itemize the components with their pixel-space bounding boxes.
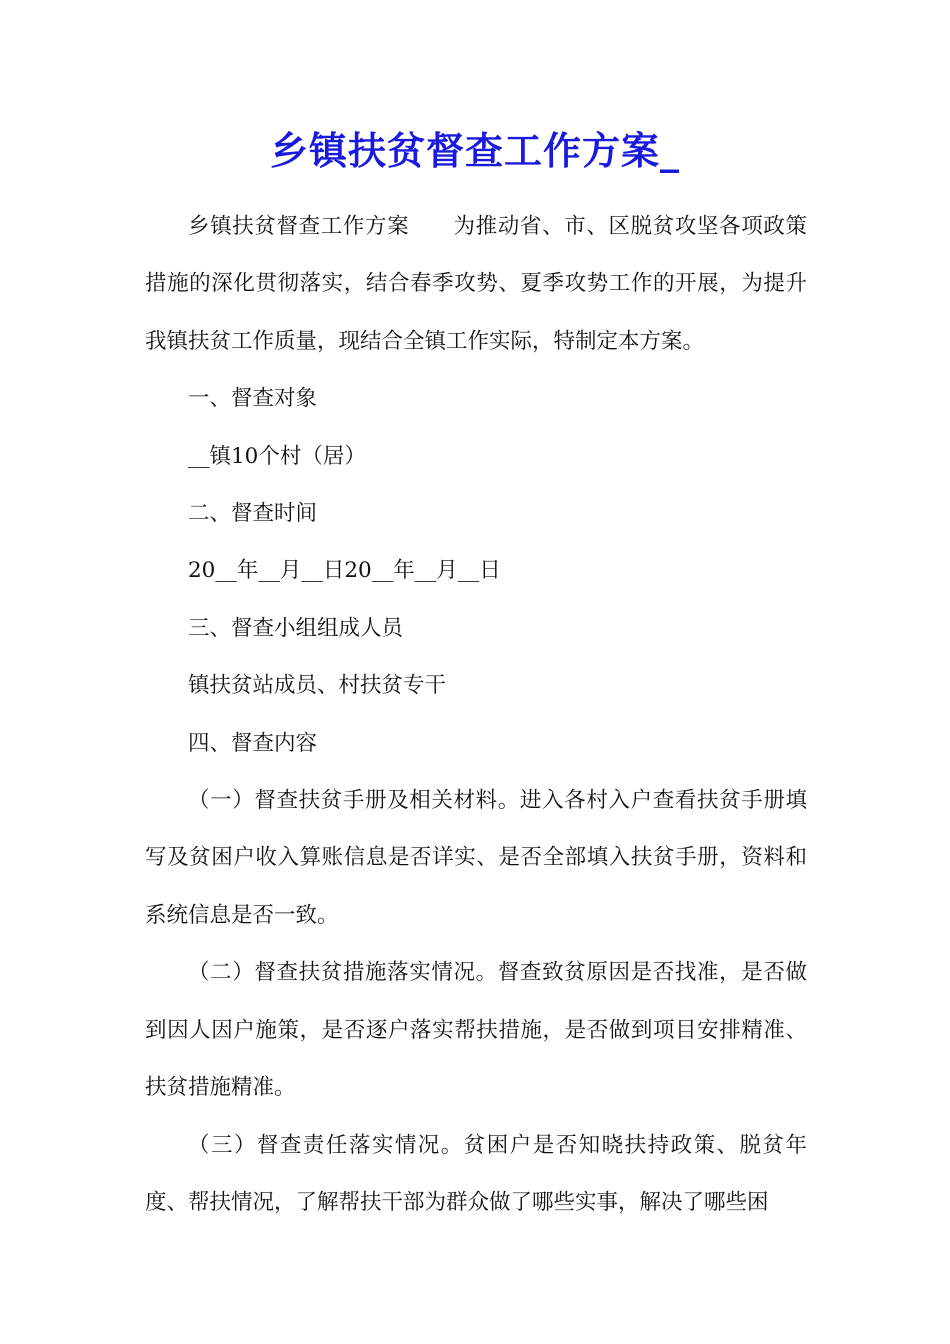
time-text: 20__年__月__日20__年__月__日 (188, 558, 501, 584)
document-body (145, 198, 807, 1231)
content-item-3: （三）督查责任落实情况。贫困户是否知晓扶持政策、脱贫年度、帮扶情况，了解帮扶干部为群众做了哪些实事，解决了哪些困 (145, 1132, 807, 1215)
section-heading-time: 二、督查时间 (188, 501, 318, 527)
section-heading-members: 三、督查小组组成人员 (188, 615, 404, 641)
section-heading-objects: 一、督查对象 (188, 386, 318, 412)
intro-paragraph: 乡镇扶贫督查工作方案 为推动省、市、区脱贫攻坚各项政策措施的深化贯彻落实，结合春季攻势、夏季攻势工作的开展，为提升我镇扶贫工作质量，现结合全镇工作实际，特制定本方案。 (145, 214, 807, 354)
members-text: 镇扶贫站成员、村扶贫专干 (188, 673, 447, 699)
content-item-1: （一）督查扶贫手册及相关材料。进入各村入户查看扶贫手册填写及贫困户收入算账信息是否详实、是否全部填入扶贫手册，资料和系统信息是否一致。 (145, 788, 807, 928)
content-item-2: （二）督查扶贫措施落实情况。督查致贫原因是否找准，是否做到因人因户施策，是否逐户落实帮扶措施，是否做到项目安排精准、扶贫措施精准。 (145, 960, 807, 1101)
document-title: 乡镇扶贫督查工作方案_ (269, 129, 680, 173)
section-heading-content: 四、督查内容 (188, 730, 318, 756)
objects-text: __镇10个村（居） (188, 443, 366, 469)
